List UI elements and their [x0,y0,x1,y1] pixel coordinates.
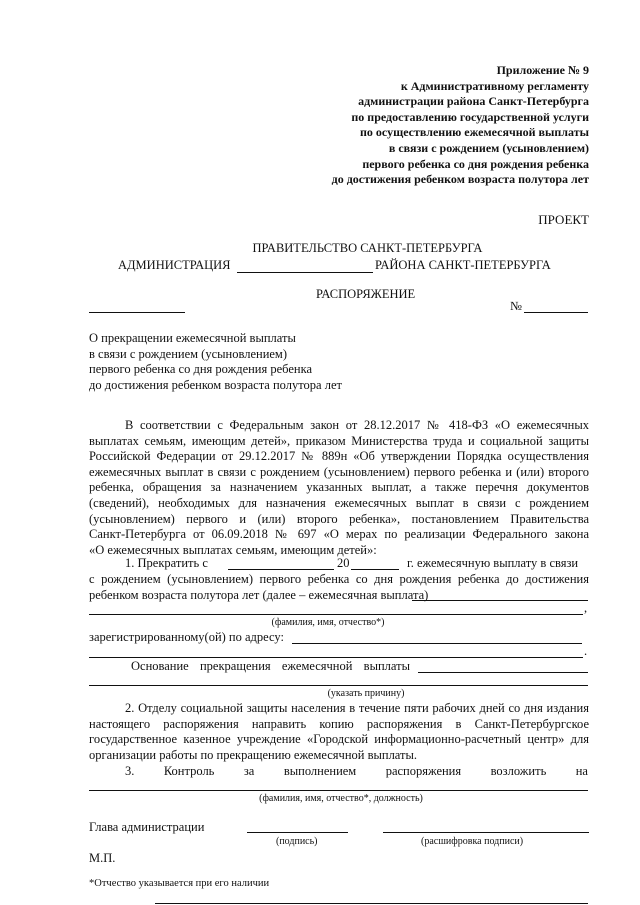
preamble-line: Российской Федерации от 29.12.2017 № 889н «Об утверждении Порядка осуществления [89,449,589,464]
item3-word: выполнением [283,764,357,778]
address-blank-2 [89,657,583,658]
preamble-line: ежемесячных выплат в связи с рождением (усыновлением) первого ребенка и (или) второго [89,464,589,479]
address-blank [292,643,582,644]
item1-line3: ребенком возраста полутора лет (далее – ежемесячная выплата) [89,588,429,602]
signature-caption: (подпись) [276,836,318,847]
control-blank [89,790,588,791]
basis-label: Основание прекращения ежемесячной выплаты [131,659,410,673]
preamble-line: ребенка, обращения за назначением указанных выплат, а также перечня документов [89,480,589,495]
fio-comma: , [584,601,588,615]
item1-line2-wrap [89,572,589,587]
basis-blank [418,672,588,673]
subject-line: в связи с рождением (усыновлением) [89,346,288,361]
document-type: РАСПОРЯЖЕНИЕ [316,287,416,301]
year-blank [351,569,399,570]
preamble-line: выплатах семьям, имеющим детей», приказом Министерства труда и социальной защиты [89,433,589,448]
address-period: . [584,644,588,658]
admin-label-left: АДМИНИСТРАЦИЯ [118,258,231,272]
date-blank [89,312,185,313]
draft-mark: ПРОЕКТ [538,212,589,227]
item1-start: 1. Прекратить с [125,556,208,570]
appendix-block [332,63,589,188]
reason-caption: (указать причину) [327,688,405,699]
stop-date-blank [228,569,334,570]
item1-line2: с рождением (усыновлением) первого ребенка со дня рождения ребенка до достижения [89,572,589,586]
signature-blank [247,832,348,833]
year-prefix: 20 [337,556,350,570]
appendix-line: администрации района Санкт-Петербурга [358,94,589,109]
appendix-line: до достижения ребенком возраста полутора лет [331,172,589,187]
preamble-line: В соответствии с Федеральным закон от 28.12.2017 № 418-ФЗ «О ежемесячных [125,418,589,432]
item3-word: на [575,764,588,778]
preamble-line: (усыновлением) первого и (или) второго ребенка», постановлением Правительства [89,511,589,526]
preamble [89,418,589,558]
signature-decode-blank [383,832,589,833]
subject-block [89,331,342,393]
appendix-line: по предоставлению государственной услуги [351,109,589,124]
item3-word: Контроль [163,764,215,778]
number-blank [524,312,588,313]
item3-line [125,764,588,779]
subject-line: первого ребенка со дня рождения ребенка [89,362,313,377]
control-caption: (фамилия, имя, отчество*, должность) [259,793,423,804]
appendix-line: первого ребенка со дня рождения ребенка [362,156,589,171]
fio-blank [89,614,583,615]
subject-line: О прекращении ежемесячной выплаты [89,331,296,345]
appendix-line: к Административному регламенту [400,78,589,93]
appendix-line: Приложение № 9 [496,63,589,77]
appendix-line: в связи с рождением (усыновлением) [388,140,589,155]
preamble-line: «О ежемесячных выплатах семьям, имеющим детей»: [89,542,377,557]
admin-label-right: РАЙОНА САНКТ-ПЕТЕРБУРГА [375,258,551,272]
item2-paragraph: 2. Отделу социальной защиты населения в течение пяти рабочих дней со дня издания настоящего распоряжения направить копию распоряжения в Санкт-Петербургское государственное казенное учреждение «Городской информационно-расчетный центр» для организации работы по прекращению ежемесячной выплаты. [89,701,589,762]
item3-word: распоряжения [385,764,462,778]
government-title: ПРАВИТЕЛЬСТВО САНКТ-ПЕТЕРБУРГА [252,241,483,255]
basis-label-wrap [131,659,410,674]
subject-line: до достижения ребенком возраста полутора лет [89,377,342,392]
item3-word: 3. [125,764,135,778]
number-sign: № [510,299,522,313]
reason-blank [89,685,588,686]
address-label: зарегистрированному(ой) по адресу: [89,630,284,644]
decode-caption: (расшифровка подписи) [421,836,524,847]
appendix-line: по осуществлению ежемесячной выплаты [360,125,589,140]
district-blank [237,272,373,273]
footnote: *Отчество указывается при его наличии [89,878,270,889]
item1-after-year: г. ежемесячную выплату в связи [407,556,579,570]
item3-word: за [243,764,255,778]
preamble-line: Санкт-Петербурга от 06.09.2018 № 697 «О мерах по реализации Федерального закона [89,527,589,542]
item3-word: возложить [490,764,547,778]
item1-line3-blank [412,600,588,601]
preamble-line: (сведений), необходимых для назначения ежемесячных выплат в связи с рождением [89,495,589,510]
seal-place: М.П. [89,851,116,865]
page-footer-rule [155,903,588,904]
head-title: Глава администрации [89,820,205,834]
fio-caption: (фамилия, имя, отчество*) [271,617,385,628]
